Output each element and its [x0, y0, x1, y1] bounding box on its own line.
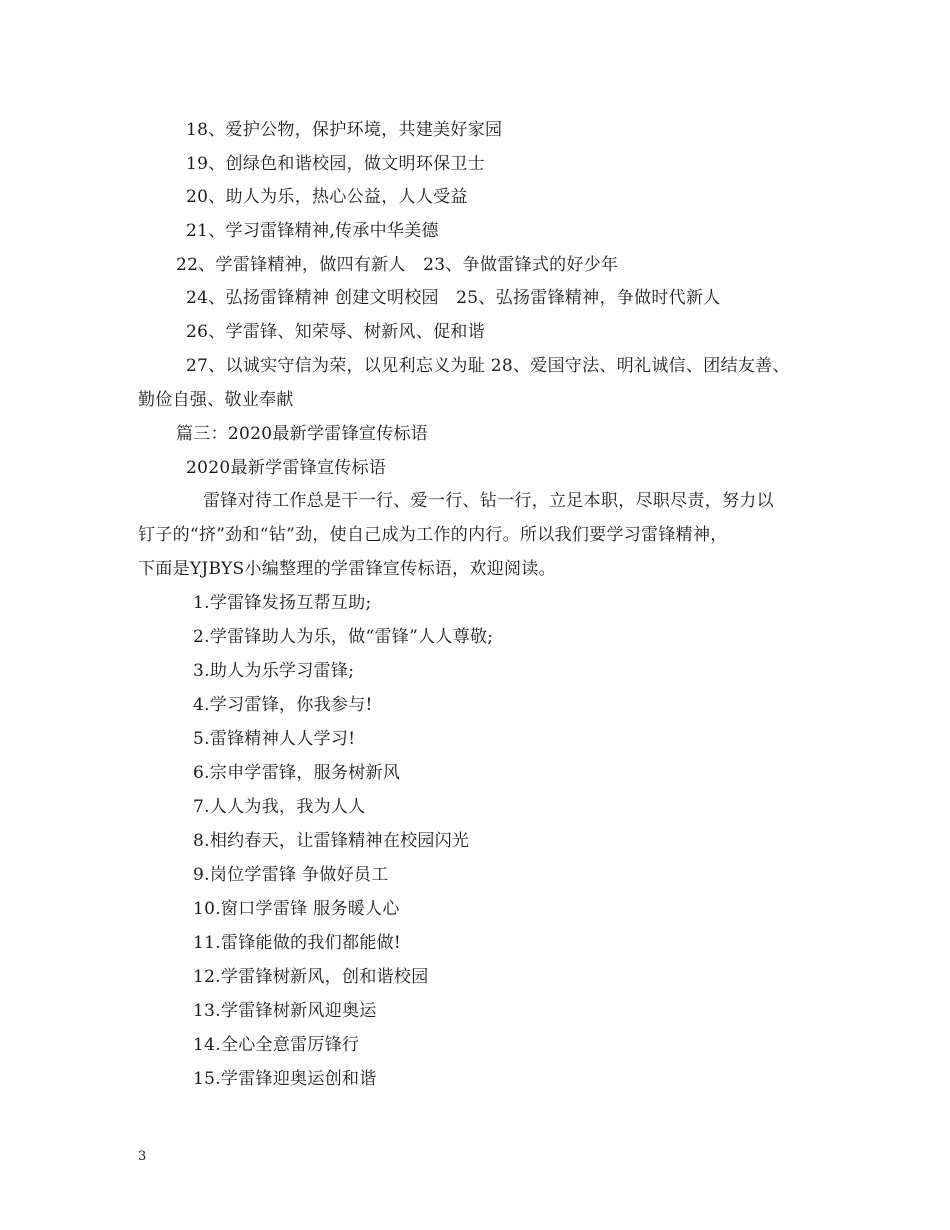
slogan-line-26: 26、学雷锋、知荣辱、树新风、促和谐: [186, 322, 486, 342]
slogan-line-20: 20、助人为乐，热心公益，人人受益: [186, 187, 468, 207]
list-item-15: 15.学雷锋迎奥运创和谐: [193, 1069, 377, 1089]
page-number: 3: [138, 1149, 147, 1164]
section-heading: 篇三：2020最新学雷锋宣传标语: [176, 424, 429, 444]
list-item-7: 7.人人为我，我为人人: [193, 797, 366, 817]
slogan-line-24-25: 24、弘扬雷锋精神 创建文明校园 25、弘扬雷锋精神，争做时代新人: [186, 288, 721, 308]
slogan-line-18: 18、爱护公物，保护环境，共建美好家园: [186, 120, 503, 140]
list-item-12: 12.学雷锋树新风，创和谐校园: [193, 967, 429, 987]
list-item-9: 9.岗位学雷锋 争做好员工: [193, 865, 389, 885]
list-item-3: 3.助人为乐学习雷锋;: [193, 661, 355, 681]
list-item-8: 8.相约春天，让雷锋精神在校园闪光: [193, 831, 470, 851]
list-item-6: 6.宗申学雷锋，服务树新风: [193, 763, 401, 783]
intro-paragraph-line-1: 雷锋对待工作总是干一行、爱一行、钻一行，立足本职，尽职尽责，努力以: [203, 491, 774, 511]
list-item-14: 14.全心全意雷厉锋行: [193, 1035, 360, 1055]
list-item-11: 11.雷锋能做的我们都能做!: [193, 933, 402, 953]
list-item-4: 4.学习雷锋，你我参与!: [193, 695, 373, 715]
list-item-10: 10.窗口学雷锋 服务暖人心: [193, 899, 400, 919]
list-item-2: 2.学雷锋助人为乐，做“雷锋”人人尊敬;: [193, 627, 494, 647]
slogan-line-22-23: 22、学雷锋精神，做四有新人 23、争做雷锋式的好少年: [176, 255, 619, 275]
intro-paragraph-line-3: 下面是YJBYS小编整理的学雷锋宣传标语，欢迎阅读。: [138, 559, 556, 579]
slogan-line-27-28: 27、以诚实守信为荣，以见利忘义为耻 28、爱国守法、明礼诚信、团结友善、: [186, 356, 790, 376]
slogan-line-19: 19、创绿色和谐校园，做文明环保卫士: [186, 154, 486, 174]
slogan-line-28-cont: 勤俭自强、敬业奉献: [138, 390, 294, 410]
slogan-line-21: 21、学习雷锋精神,传承中华美德: [186, 221, 439, 241]
intro-paragraph-line-2: 钉子的“挤”劲和“钻”劲，使自己成为工作的内行。所以我们要学习雷锋精神，: [138, 525, 728, 545]
list-item-1: 1.学雷锋发扬互帮互助;: [193, 593, 372, 613]
article-title: 2020最新学雷锋宣传标语: [186, 458, 387, 478]
list-item-13: 13.学雷锋树新风迎奥运: [193, 1001, 377, 1021]
list-item-5: 5.雷锋精神人人学习!: [193, 729, 356, 749]
